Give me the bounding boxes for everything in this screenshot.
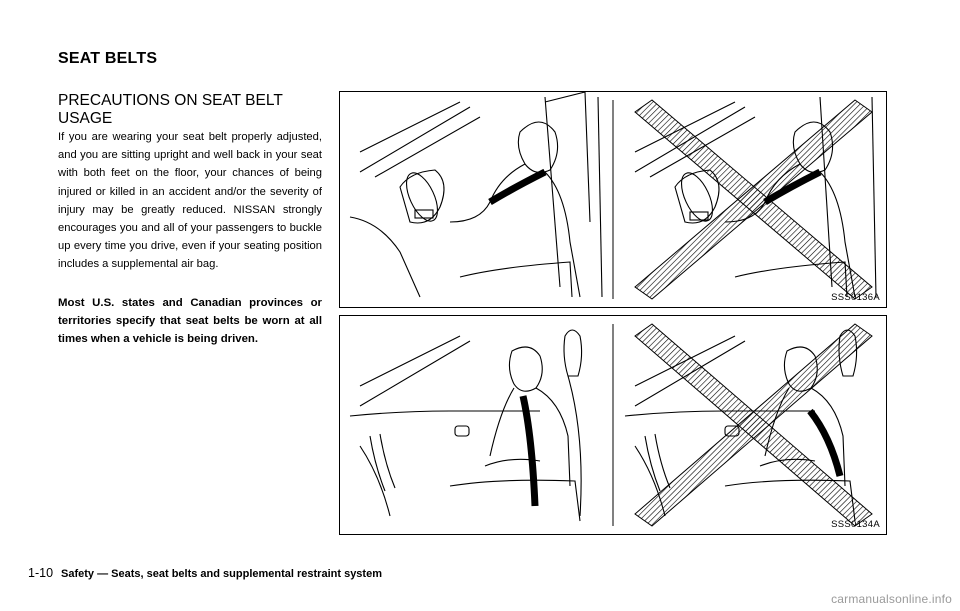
figure-code: SSS0136A (831, 292, 880, 303)
figure-driver-posture (339, 91, 887, 308)
figure-passenger-posture (339, 315, 887, 535)
section-title: SEAT BELTS (58, 50, 158, 67)
incorrect-x-mark (635, 324, 872, 526)
driver-correct-panel (350, 92, 602, 297)
body-paragraph: If you are wearing your seat belt properly adjusted, and you are sitting upright and well back in your seat with both feet on the floor, your chances of being injured or killed in an accident and/or the severity of injury may be greatly reduced. NISSAN strongly encourages you and all of your passengers to buckle up every time you drive, even if your seating position includes a supplemental air bag. (58, 131, 322, 271)
passenger-correct-panel (350, 330, 582, 521)
page-footer (28, 566, 382, 580)
chapter-title: Safety — Seats, seat belts and supplemental restraint system (61, 568, 382, 580)
figure-code: SSS0134A (831, 519, 880, 530)
driver-posture-illustration (340, 92, 886, 307)
watermark: carmanualsonline.info (831, 592, 952, 606)
passenger-posture-illustration (340, 316, 886, 534)
bold-note: Most U.S. states and Canadian provinces or territories specify that seat belts be worn at all times when a vehicle is being driven. (58, 297, 322, 346)
page-number: 1-10 (28, 566, 54, 580)
subsection-heading: PRECAUTIONS ON SEAT BELT USAGE (58, 92, 283, 127)
